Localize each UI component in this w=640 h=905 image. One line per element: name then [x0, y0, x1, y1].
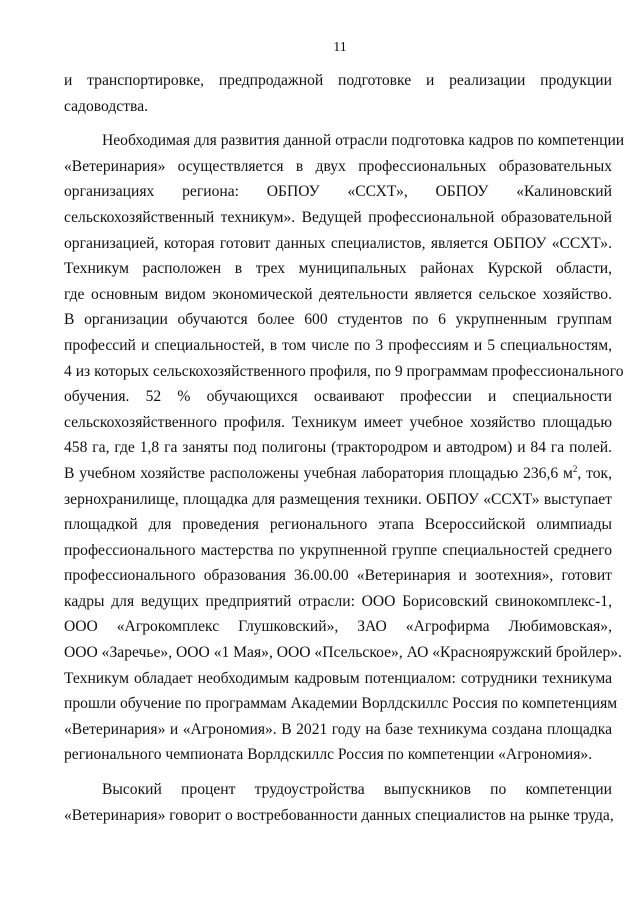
text-line-content: В учебном хозяйстве расположены учебная лаборатория площадью 236,6 м	[64, 464, 573, 482]
text-line-content: зернохранилище, площадка для размещения техники. ОБПОУ «ССХТ» выступает	[64, 490, 612, 508]
text-line-content: В организации обучаются более 600 студентов по 6 укрупненным группам	[64, 311, 612, 329]
text-line	[64, 538, 612, 564]
text-line-content: Необходимая для развития данной отрасли подготовка кадров по компетенции	[102, 132, 625, 150]
text-line-content: где основным видом экономической деятельности является сельское хозяйство.	[64, 285, 612, 303]
text-line-content: регионального чемпионата Ворлдскиллс Россия по компетенции «Агрономия».	[64, 746, 593, 764]
text-line-content: кадры для ведущих предприятий отрасли: ООО Борисовский свинокомплекс-1,	[64, 592, 612, 610]
text-line	[64, 512, 612, 538]
superscript: 2	[572, 463, 578, 474]
text-line-content: ООО «Заречье», ООО «1 Мая», ООО «Псельское», АО «Краснояружский бройлер».	[64, 644, 622, 662]
text-line	[64, 154, 612, 180]
text-line	[64, 691, 618, 717]
text-line	[64, 128, 625, 154]
text-line-content: ООО «Агрокомплекс Глушковский», ЗАО «Агрофирма Любимовская»,	[64, 618, 612, 636]
text-line	[64, 742, 612, 768]
text-line-content: и транспортировке, предпродажной подготовке и реализации продукции	[64, 72, 612, 89]
text-line-content: площадкой для проведения регионального этапа Всероссийской олимпиады	[64, 516, 612, 534]
text-line	[64, 410, 612, 436]
text-line	[64, 666, 612, 692]
text-line	[64, 359, 624, 385]
text-line-content: 4 из которых сельскохозяйственного профиля, по 9 программам профессионального	[64, 362, 624, 380]
text-line	[64, 179, 612, 205]
text-line	[64, 461, 612, 487]
paragraph-gap	[64, 768, 612, 777]
text-line	[64, 68, 612, 94]
text-line	[64, 205, 612, 231]
text-line	[64, 487, 612, 513]
text-line-content: профессионального мастерства по укрупненной группе специальностей среднего	[64, 541, 612, 559]
text-line-content: «Ветеринария» говорит о востребованности данных специалистов на рынке труда,	[64, 806, 614, 824]
paragraph-gap	[64, 119, 612, 128]
text-line-content: Техникум расположен в трех муниципальных районах Курской области,	[64, 260, 612, 278]
text-line-content: Высокий процент трудоустройства выпускников по компетенции	[102, 781, 612, 799]
text-line	[64, 777, 612, 803]
text-line	[64, 256, 612, 282]
text-line	[64, 614, 612, 640]
text-line-content: «Ветеринария» осуществляется в двух профессиональных образовательных	[64, 157, 612, 175]
text-line-content: 458 га, где 1,8 га заняты под полигоны (трактородром и автодром) и 84 га полей.	[64, 439, 612, 457]
text-line	[64, 307, 612, 333]
text-line-content: садоводства.	[64, 97, 149, 115]
text-line-content: организациях региона: ОБПОУ «ССХТ», ОБПОУ «Калиновский	[64, 183, 612, 201]
text-line-tail: , ток,	[577, 464, 612, 482]
text-line	[64, 563, 612, 589]
text-line	[64, 640, 622, 666]
text-line-content: профессий и специальностей, в том числе по 3 профессиям и 5 специальностям,	[64, 336, 612, 354]
text-line	[64, 333, 612, 359]
text-line	[64, 94, 612, 120]
text-line	[64, 803, 612, 829]
text-line-content: обучения. 52 % обучающихся осваивают профессии и специальности	[64, 388, 612, 406]
text-line-content: профессионального образования 36.00.00 «Ветеринария и зоотехния», готовит	[64, 567, 612, 585]
text-line	[64, 717, 612, 743]
text-line	[64, 589, 612, 615]
text-line-content: сельскохозяйственный техникум». Ведущей профессиональной образовательной	[64, 208, 612, 226]
text-line-content: прошли обучение по программам Академии Ворлдскиллс Россия по компетенциям	[64, 695, 618, 713]
text-line-content: Техникум обладает необходимым кадровым потенциалом: сотрудники техникума	[64, 669, 612, 687]
text-line	[64, 231, 612, 257]
page-number: 11	[333, 40, 347, 55]
text-line	[64, 282, 612, 308]
text-line-content: сельскохозяйственного профиля. Техникум имеет учебное хозяйство площадью	[64, 413, 612, 431]
text-line-content: организацией, которая готовит данных специалистов, является ОБПОУ «ССХТ».	[64, 234, 612, 252]
text-line-content: «Ветеринария» и «Агрономия». В 2021 году на базе техникума создана площадка	[64, 720, 612, 738]
text-line	[64, 435, 612, 461]
document-body	[64, 68, 625, 828]
text-line	[64, 384, 612, 410]
